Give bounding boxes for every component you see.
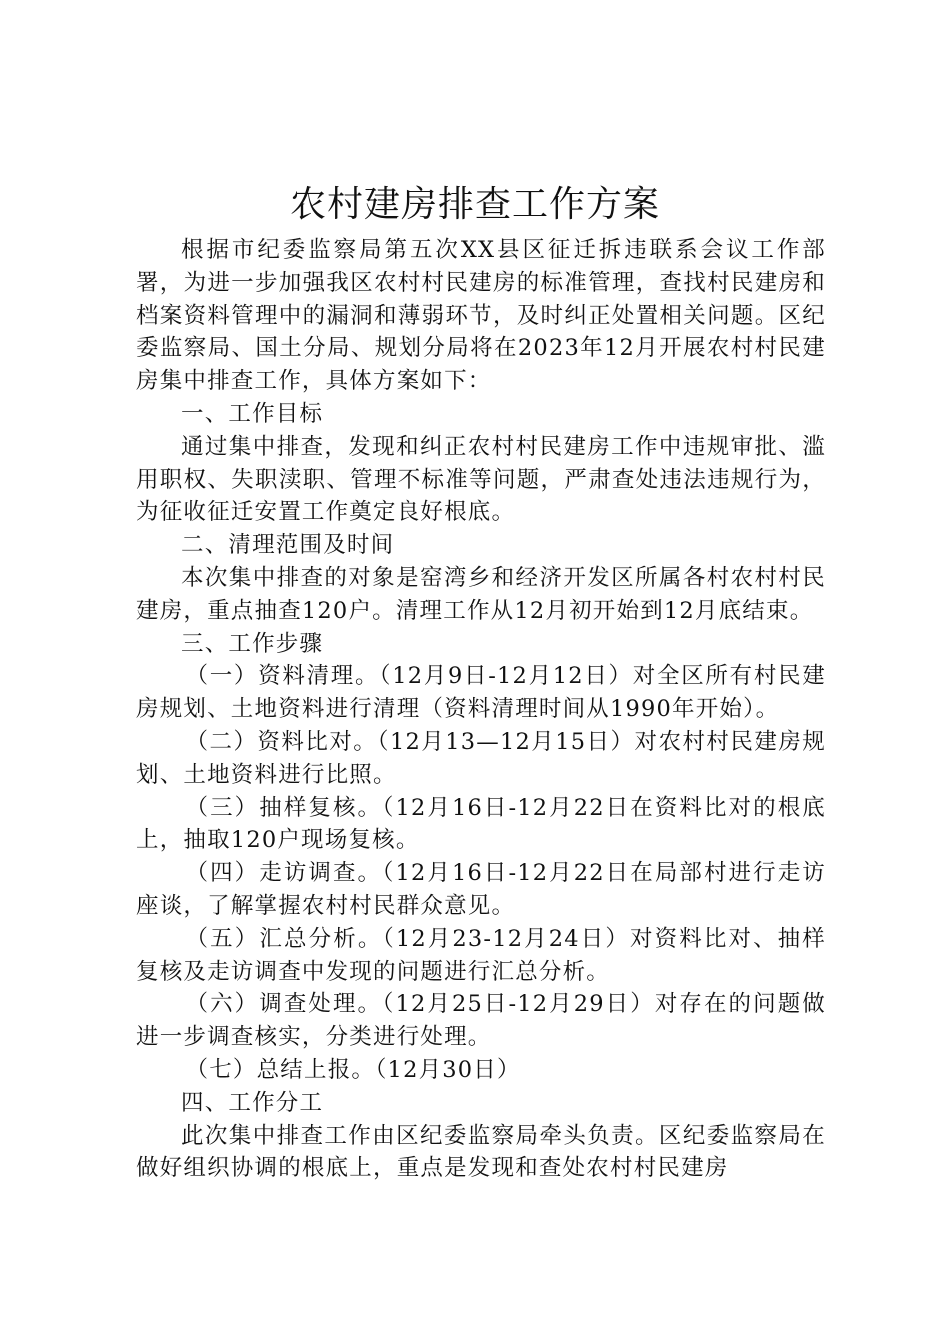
step-item: （三）抽样复核。（12月16日-12月22日在资料比对的根底上，抽取120户现场复核。 xyxy=(136,794,826,854)
step-item: （四）走访调查。（12月16日-12月22日在局部村进行走访座谈，了解掌握农村村民群众意见。 xyxy=(136,860,826,919)
section-heading-division: 四、工作分工 xyxy=(181,1089,324,1116)
scope-paragraph: 本次集中排查的对象是窑湾乡和经济开发区所属各村农村村民建房，重点抽查120户。清理工作从12月初开始到12月底结束。 xyxy=(136,564,826,624)
step-item: （一）资料清理。（12月9日-12月12日）对全区所有村民建房规划、土地资料进行清理（资料清理时间从1990年开始）。 xyxy=(136,663,826,723)
step-item: （五）汇总分析。（12月23-12月24日）对资料比对、抽样复核及走访调查中发现的问题进行汇总分析。 xyxy=(136,925,826,985)
document-body xyxy=(136,234,826,1185)
document-title: 农村建房排查工作方案 xyxy=(289,184,660,225)
section-heading-steps: 三、工作步骤 xyxy=(181,630,324,657)
section-heading-goals: 一、工作目标 xyxy=(181,400,324,427)
section-heading-scope: 二、清理范围及时间 xyxy=(181,532,395,559)
division-paragraph: 此次集中排查工作由区纪委监察局牵头负责。区纪委监察局在做好组织协调的根底上，重点是发现和查处农村村民建房 xyxy=(136,1122,826,1182)
step-item: （六）调查处理。（12月25日-12月29日）对存在的问题做进一步调查核实，分类进行处理。 xyxy=(136,991,826,1051)
step-item: （七）总结上报。（12月30日） xyxy=(185,1056,521,1083)
goals-paragraph: 通过集中排查，发现和纠正农村村民建房工作中违规审批、滥用职权、失职渎职、管理不标准等问题，严肃查处违法违规行为，为征收征迁安置工作奠定良好根底。 xyxy=(136,433,826,526)
step-item: （二）资料比对。（12月13—12月15日）对农村村民建房规划、土地资料进行比照。 xyxy=(136,728,826,788)
intro-paragraph: 根据市纪委监察局第五次XX县区征迁拆违联系会议工作部署，为进一步加强我区农村村民建房的标准管理，查找村民建房和档案资料管理中的漏洞和薄弱环节，及时纠正处置相关问题。区纪委监察局、国土分局、规划分局将在2023年12月开展农村村民建房集中排查工作，具体方案如下： xyxy=(136,237,826,395)
